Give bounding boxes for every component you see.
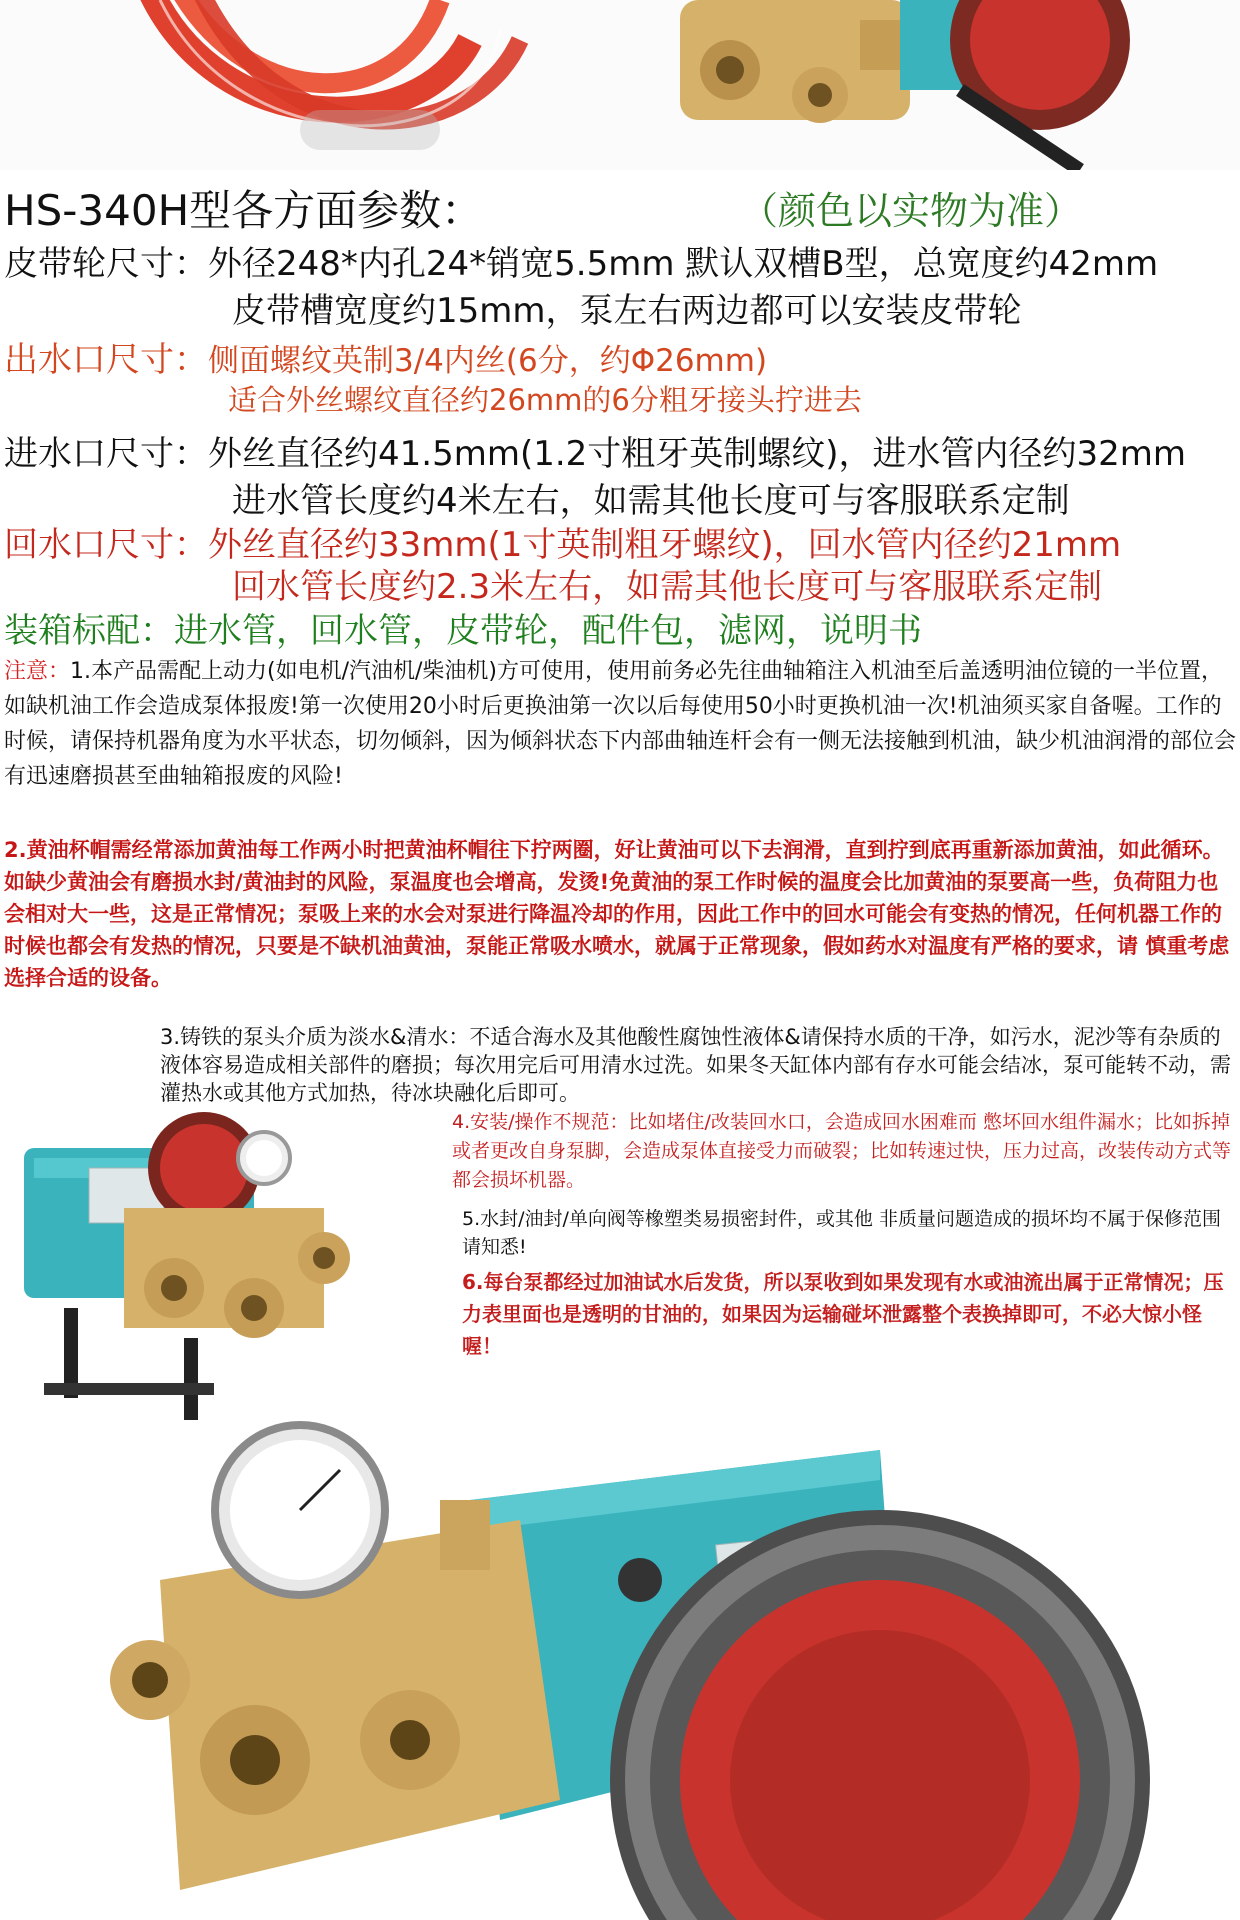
hose-and-pump-photo [0, 0, 1240, 170]
outlet-spec-row [4, 340, 768, 380]
return-value: 外丝直径约33mm(1寸英制粗牙螺纹)，回水管内径约21mm [208, 525, 1122, 565]
pulley-value: 外径248*内孔24*销宽5.5mm 默认双槽B型，总宽度约42mm [208, 244, 1159, 284]
pump-photo-large [0, 1420, 1240, 1920]
return-label: 回水口尺寸： [4, 525, 208, 565]
pump-photo-small [4, 1108, 434, 1428]
outlet-label: 出水口尺寸： [4, 340, 208, 380]
notice-2: 2.黄油杯帽需经常添加黄油每工作两小时把黄油杯帽往下拧两圈，好让黄油可以下去润滑，直到拧到底再重新添加黄油，如此循环。如缺少黄油会有磨损水封/黄油封的风险，泵温度也会增高，发烫!免黄油的泵工作时候的温度会比加黄油的泵要高一些，负荷阻力也会相对大一些，这是正常情况；泵吸上来的水会对泵进行降温冷却的作用，因此工作中的回水可能会有变热的情况，任何机器工作的时候也都会有发热的情况，只要是不缺机油黄油，泵能正常吸水喷水，就属于正常现象，假如药水对温度有严格的要求，请 慎重考虑选择合适的设备。 [4, 838, 1230, 990]
package-row [4, 611, 922, 651]
notice-1 [4, 654, 1236, 794]
top-product-photo [0, 0, 1240, 170]
inlet-spec-row [4, 434, 1187, 474]
pump-illustration-large [0, 1420, 1240, 1920]
package-items: 进水管，回水管，皮带轮，配件包，滤网，说明书 [174, 611, 922, 651]
inlet-label: 进水口尺寸： [4, 434, 208, 474]
pulley-spec-line2: 皮带槽宽度约15mm，泵左右两边都可以安装皮带轮 [232, 291, 1022, 331]
pulley-label: 皮带轮尺寸： [4, 244, 208, 284]
outlet-spec-line2: 适合外丝螺纹直径约26mm的6分粗牙接头拧进去 [228, 383, 862, 417]
spec-title: HS-340H型各方面参数： [4, 186, 484, 235]
color-note: （颜色以实物为准） [740, 189, 1083, 233]
pulley-spec-row [4, 244, 1159, 284]
package-label: 装箱标配： [4, 611, 174, 651]
notice-4: 4.安装/操作不规范：比如堵住/改装回水口，会造成回水困难而 憋坏回水组件漏水；比如拆掉或者更改自身泵脚，会造成泵体直接受力而破裂；比如转速过快，压力过高，改装传动方式等都会损坏机器。 [452, 1111, 1232, 1191]
notice-1-text: 1.本产品需配上动力(如电机/汽油机/柴油机)方可使用，使用前务必先往曲轴箱注入机油至后盖透明油位镜的一半位置，如缺机油工作会造成泵体报废!第一次使用20小时后更换油第一次以后每使用50小时更换机油一次!机油须买家自备喔。工作的时候，请保持机器角度为水平状态，切勿倾斜，因为倾斜状态下内部曲轴连杆会有一侧无法接触到机油，缺少机油润滑的部位会有迅速磨损甚至曲轴箱报废的风险! [4, 659, 1237, 789]
inlet-value: 外丝直径约41.5mm(1.2寸粗牙英制螺纹)，进水管内径约32mm [208, 434, 1187, 474]
notice-5: 5.水封/油封/单向阀等橡塑类易损密封件，或其他 非质量问题造成的损坏均不属于保修范围请知悉! [462, 1208, 1221, 1258]
return-spec-line2: 回水管长度约2.3米左右，如需其他长度可与客服联系定制 [232, 567, 1103, 607]
pressure-gauge [215, 1425, 385, 1595]
inlet-spec-line2: 进水管长度约4米左右，如需其他长度可与客服联系定制 [232, 481, 1070, 521]
return-spec-row [4, 525, 1122, 565]
notice-tag: 注意： [4, 659, 71, 684]
outlet-value: 侧面螺纹英制3/4内丝(6分，约Φ26mm) [208, 343, 768, 379]
notice-3: 3.铸铁的泵头介质为淡水&清水：不适合海水及其他酸性腐蚀性液体&请保持水质的干净，如污水，泥沙等有杂质的液体容易造成相关部件的磨损；每次用完后可用清水过洗。如果冬天缸体内部有存水可能会结冰，泵可能转不动，需灌热水或其他方式加热，待冰块融化后即可。 [160, 1025, 1231, 1105]
pump-illustration-small [4, 1108, 434, 1428]
notice-6: 6.每台泵都经过加油试水后发货，所以泵收到如果发现有水或油流出属于正常情况；压力表里面也是透明的甘油的，如果因为运输碰坏泄露整个表换掉即可，不必大惊小怪喔！ [462, 1270, 1224, 1358]
